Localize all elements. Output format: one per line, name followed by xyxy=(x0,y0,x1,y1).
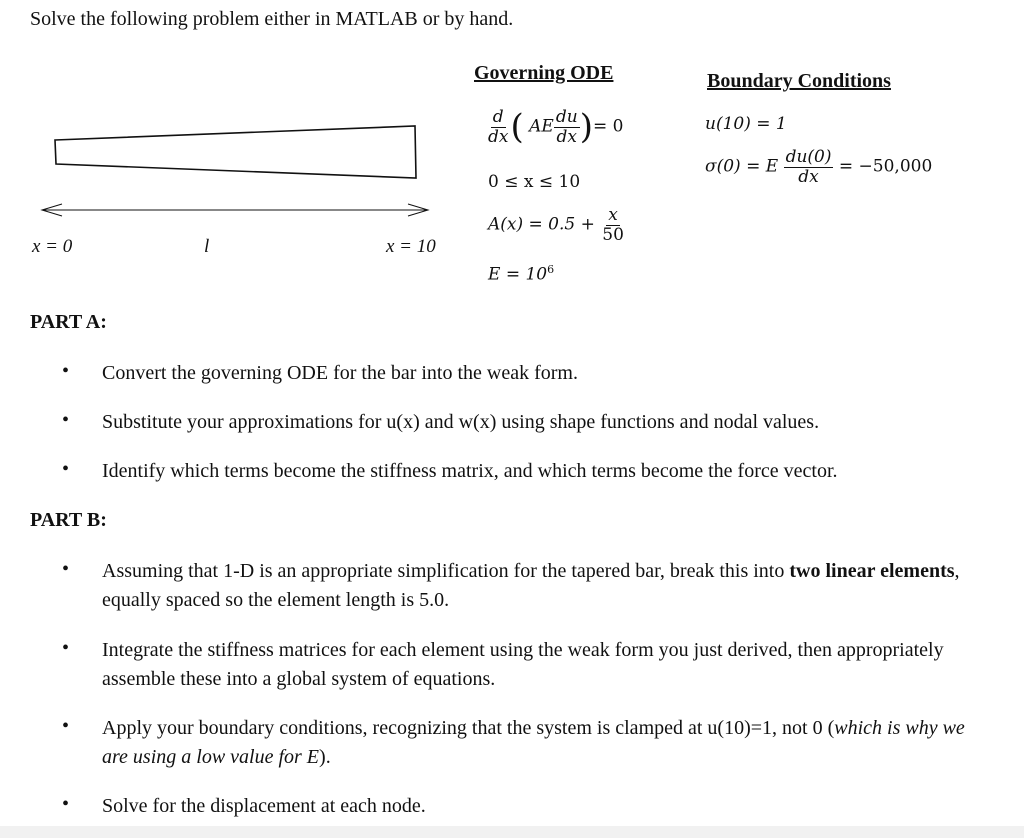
domain-statement: 0 ≤ x ≤ 10 xyxy=(488,172,581,192)
bullet-marker: • xyxy=(62,458,70,480)
part-a-title: PART A: xyxy=(30,311,107,333)
ode-equals-zero: = 0 xyxy=(592,116,624,137)
bullet-marker: • xyxy=(62,715,70,737)
stress-bc xyxy=(705,148,932,186)
area-lhs: A(x) = 0.5 + xyxy=(488,214,595,235)
area-function xyxy=(488,206,626,244)
part-a-item-2: Substitute your approximations for u(x) and w(x) using shape functions and nodal values. xyxy=(102,411,820,433)
bullet-marker: • xyxy=(62,409,70,431)
part-b-item-3-pre: Apply your boundary conditions, recognizing that the system is clamped at u(10)=1, not 0 ( xyxy=(102,717,835,739)
governing-ode-equation: $\frac{d}{dx}$ ( AE $\frac{du}{dx}$ )= 0 xyxy=(488,107,624,148)
part-b-item-1 xyxy=(102,557,982,615)
ode-dx-inner: dx xyxy=(556,126,577,147)
part-a-item-1: Convert the governing ODE for the bar into the weak form. xyxy=(102,362,578,384)
ode-d: d xyxy=(492,107,504,127)
part-b-item-2: Integrate the stiffness matrices for each element using the weak form you just derived, then appropriately assemble these into a global system of equations. xyxy=(102,639,944,690)
displacement-bc: u(10) = 1 xyxy=(705,114,787,134)
ode-dx-outer: dx xyxy=(488,126,509,147)
tapered-bar-figure xyxy=(0,100,470,270)
part-b-item-1-pre: Assuming that 1-D is an appropriate simplification for the tapered bar, break this into xyxy=(102,560,790,582)
area-den: 50 xyxy=(602,224,624,245)
modulus-text: E = 10 xyxy=(488,264,548,285)
ode-du: du xyxy=(555,107,578,127)
area-num: x xyxy=(608,205,618,225)
bullet-marker: • xyxy=(62,637,70,659)
boundary-conditions-title: Boundary Conditions xyxy=(707,70,891,92)
tapered-bar-shape xyxy=(55,126,416,178)
part-b-item-3 xyxy=(102,714,982,772)
stress-rhs: = −50,000 xyxy=(838,156,933,177)
part-b-item-3-post: ). xyxy=(319,746,331,768)
part-b-title: PART B: xyxy=(30,509,107,531)
modulus-exponent: 6 xyxy=(547,263,555,276)
governing-ode-title: Governing ODE xyxy=(474,62,614,84)
bullet-marker: • xyxy=(62,558,70,580)
page-bottom-edge xyxy=(0,826,1024,838)
part-b-item-3-italic: which is why we are using a low value for E xyxy=(102,717,965,768)
problem-intro: Solve the following problem either in MATLAB or by hand. xyxy=(30,8,514,30)
bullet-marker: • xyxy=(62,360,70,382)
part-b-item-1-post: , equally spaced so the element length is 5.0. xyxy=(102,560,960,611)
part-b-item-4: Solve for the displacement at each node. xyxy=(102,795,426,817)
modulus-value xyxy=(488,263,554,285)
stress-num: du(0) xyxy=(785,147,832,167)
part-b-item-1-bold: two linear elements xyxy=(789,560,955,582)
stress-den: dx xyxy=(798,166,819,187)
ode-ae: AE xyxy=(529,116,554,137)
stress-lhs: σ(0) = E xyxy=(705,156,779,177)
bullet-marker: • xyxy=(62,793,70,815)
x-end-label: x = 10 xyxy=(386,236,436,257)
x-start-label: x = 0 xyxy=(32,236,73,257)
part-a-item-3: Identify which terms become the stiffness matrix, and which terms become the force vector. xyxy=(102,460,838,482)
length-label: l xyxy=(204,236,210,257)
